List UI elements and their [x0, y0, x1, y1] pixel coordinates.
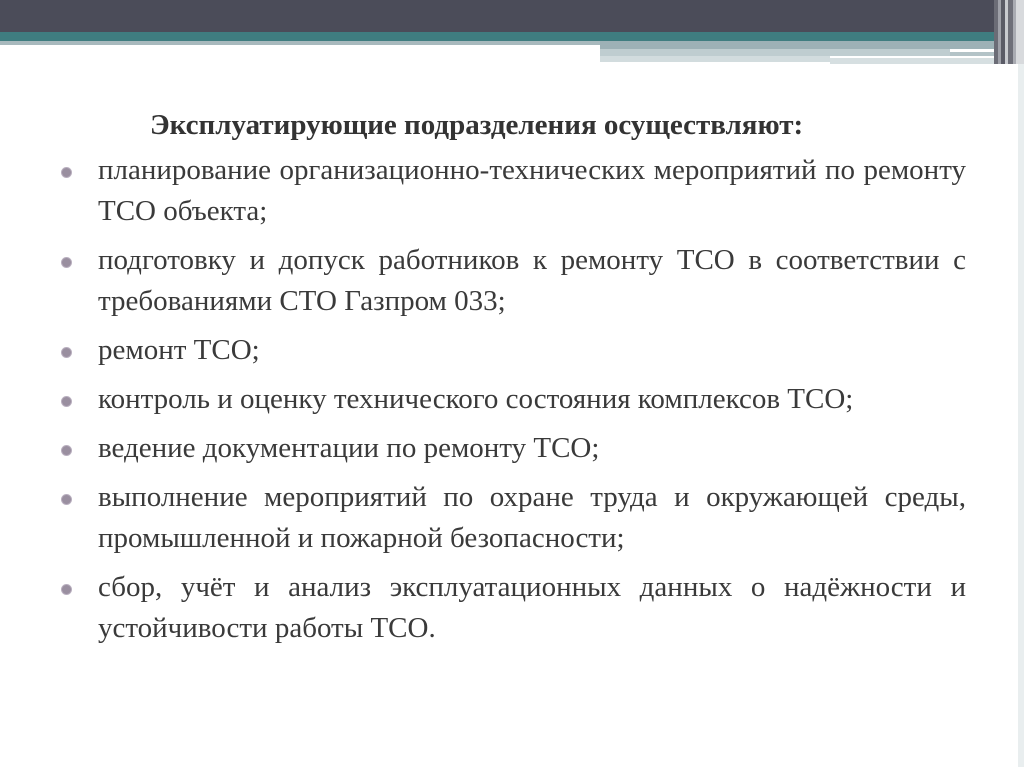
list-item	[58, 150, 966, 232]
bullet-dot-icon	[61, 257, 72, 268]
slide-content	[58, 108, 966, 657]
bullet-list	[58, 150, 966, 649]
list-item	[58, 428, 966, 469]
header-bar-light	[600, 41, 1024, 49]
bullet-dot-icon	[61, 347, 72, 358]
bullet-dot-icon	[61, 167, 72, 178]
bullet-dot-icon	[61, 584, 72, 595]
header-bar-light	[600, 49, 950, 56]
right-edge-strip	[1018, 64, 1024, 767]
header-bar-dark	[0, 0, 1024, 32]
header-bar-light	[600, 56, 830, 62]
list-item	[58, 477, 966, 559]
list-item-text: выполнение мероприятий по охране труда и окружающей среды, промышленной и пожарной безопасности;	[98, 481, 966, 554]
list-item-text: контроль и оценку технического состояния комплексов ТСО;	[98, 383, 854, 415]
header-bar-teal	[0, 32, 1024, 41]
list-item-text: планирование организационно-технических мероприятий по ремонту ТСО объекта;	[98, 154, 966, 227]
header-bar-light	[0, 41, 600, 45]
list-item-text: ремонт ТСО;	[98, 334, 260, 366]
slide-heading: Эксплуатирующие подразделения осуществляют:	[150, 109, 804, 141]
header-vertical-stripes	[994, 0, 1024, 64]
list-item-text: подготовку и допуск работников к ремонту ТСО в соответствии с требованиями СТО Газпром 033;	[98, 244, 966, 317]
list-item	[58, 240, 966, 322]
bullet-dot-icon	[61, 396, 72, 407]
list-item-text: ведение документации по ремонту ТСО;	[98, 432, 600, 464]
list-item	[58, 330, 966, 371]
bullet-dot-icon	[61, 445, 72, 456]
list-item	[58, 567, 966, 649]
list-item	[58, 379, 966, 420]
bullet-dot-icon	[61, 494, 72, 505]
list-item-text: сбор, учёт и анализ эксплуатационных данных о надёжности и устойчивости работы ТСО.	[98, 571, 966, 644]
